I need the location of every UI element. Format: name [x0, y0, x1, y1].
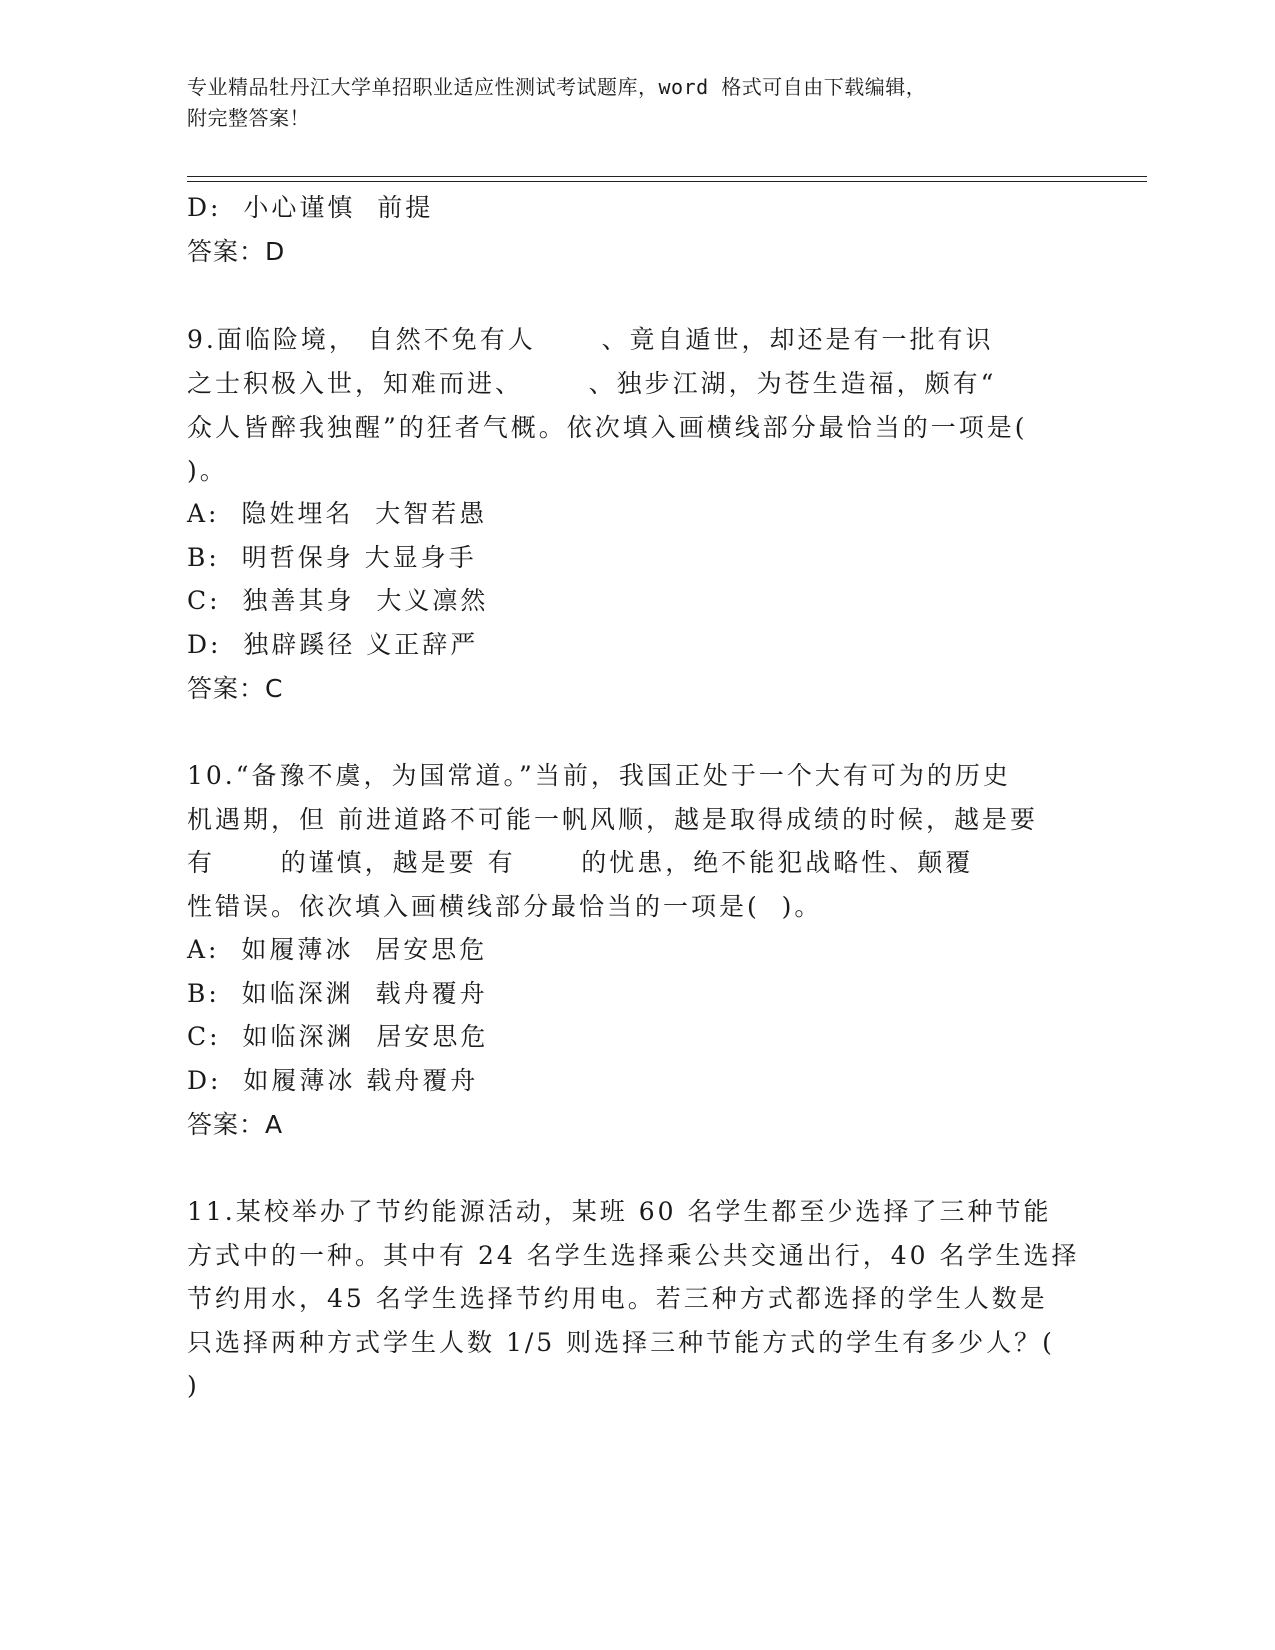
q11-stem-line: 11.某校举办了节约能源活动，某班 60 名学生都至少选择了三种节能: [187, 1197, 1052, 1226]
q11-stem-line: 只选择两种方式学生人数 1/5 则选择三种节能方式的学生有多少人？(: [187, 1328, 1055, 1357]
q9-option-a: A: 隐姓埋名 大智若愚: [187, 499, 488, 528]
q11-stem-line: ): [187, 1371, 200, 1400]
q11-stem-line: 方式中的一种。其中有 24 名学生选择乘公共交通出行，40 名学生选择: [187, 1241, 1080, 1270]
q9-stem-line: )。: [187, 456, 228, 485]
page-header: [187, 72, 1067, 134]
q9-stem-line: 9.面临险境， 自然不免有人 、竟自遁世，却还是有一批有识: [187, 325, 994, 354]
header-line-2: 附完整答案！: [187, 106, 310, 130]
q9-stem-line: 之士积极入世，知难而进、 、独步江湖，为苍生造福，颇有“: [187, 369, 997, 398]
q11-stem-line: 节约用水，45 名学生选择节约用电。若三种方式都选择的学生人数是: [187, 1284, 1048, 1313]
header-rule-top: [187, 176, 1147, 177]
q10-option-b: B: 如临深渊 载舟覆舟: [187, 979, 488, 1008]
q10-answer: 答案：A: [187, 1110, 284, 1139]
q10-option-a: A: 如履薄冰 居安思危: [187, 935, 488, 964]
q9-option-b: B: 明哲保身 大显身手: [187, 543, 477, 572]
q10-stem-line: 机遇期，但 前进道路不可能一帆风顺，越是取得成绩的时候，越是要: [187, 805, 1038, 834]
q9-option-d: D: 独辟蹊径 义正辞严: [187, 630, 479, 659]
q9-option-c: C: 独善其身 大义凛然: [187, 586, 489, 615]
header-line-1: 专业精品牡丹江大学单招职业适应性测试考试题库，word 格式可自由下载编辑，: [187, 75, 927, 99]
q9-stem-line: 众人皆醉我独醒”的狂者气概。依次填入画横线部分最恰当的一项是(: [187, 413, 1028, 442]
q8-answer: 答案：D: [187, 237, 286, 266]
q10-option-d: D: 如履薄冰 载舟覆舟: [187, 1066, 479, 1095]
header-rule-bottom: [187, 181, 1147, 182]
q9-answer: 答案：C: [187, 674, 284, 703]
q10-stem-line: 性错误。依次填入画横线部分最恰当的一项是( )。: [187, 892, 823, 921]
q8-option-d: D: 小心谨慎 前提: [187, 193, 434, 222]
q10-option-c: C: 如临深渊 居安思危: [187, 1022, 489, 1051]
q10-stem-line: 有 的谨慎，越是要 有 的忧患，绝不能犯战略性、颠覆: [187, 848, 974, 877]
q10-stem-line: 10.“备豫不虞，为国常道。”当前，我国正处于一个大有可为的历史: [187, 761, 1011, 790]
